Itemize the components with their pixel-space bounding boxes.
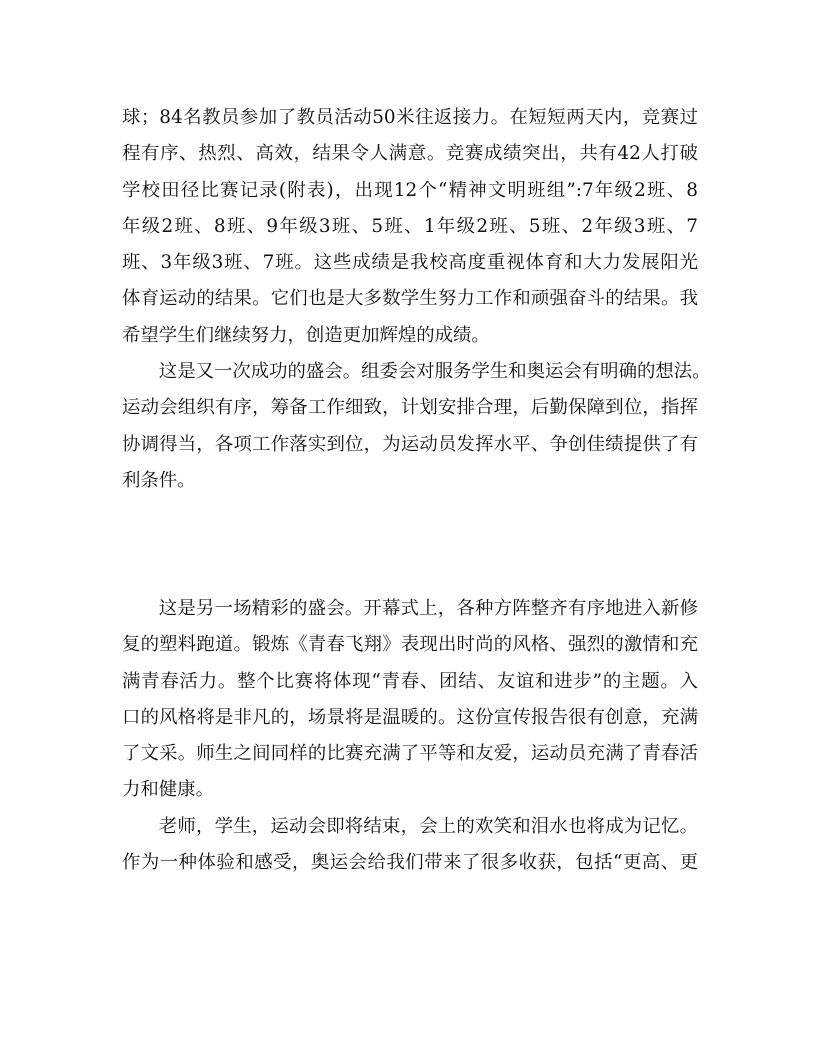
text-line: 利条件。 <box>122 469 196 491</box>
paragraph-first-line: 这是另一场精彩的盛会。开幕式上，各种方阵整齐有序地进入新修 <box>158 598 698 619</box>
text-line: 复的塑料跑道。锻炼《青春飞翔》表现出时尚的风格、强烈的激情和充 <box>122 634 698 656</box>
text-line: 力和健康。 <box>122 779 214 801</box>
text-line: 学校田径比赛记录(附表)，出现12个“精神文明班组”:7年级2班、8 <box>122 179 698 201</box>
text-block-upper <box>122 100 711 499</box>
text-line: 程有序、热烈、高效，结果令人满意。竞赛成绩突出，共有42人打破 <box>122 143 698 165</box>
text-line: 年级2班、8班、9年级3班、5班、1年级2班、5班、2年级3班、7 <box>122 215 698 237</box>
text-line: 希望学生们继续努力，创造更加辉煌的成绩。 <box>122 324 490 346</box>
text-line: 协调得当，各项工作落实到位，为运动员发挥水平、争创佳绩提供了有 <box>122 433 698 455</box>
text-line: 球；84名教员参加了教员活动50米往返接力。在短短两天内，竞赛过 <box>122 107 698 128</box>
paragraph-first-line: 这是又一次成功的盛会。组委会对服务学生和奥运会有明确的想法。 <box>158 361 711 383</box>
text-line: 了文采。师生之间同样的比赛充满了平等和友爱，运动员充满了青春活 <box>122 743 698 765</box>
text-line: 满青春活力。整个比赛将体现“青春、团结、友谊和进步”的主题。入 <box>122 670 698 692</box>
text-line: 运动会组织有序，筹备工作细致，计划安排合理，后勤保障到位，指挥 <box>122 397 698 419</box>
text-line: 班、3年级3班、7班。这些成绩是我校高度重视体育和大力发展阳光 <box>122 252 698 274</box>
text-line: 体育运动的结果。它们也是大多数学生努力工作和顽强奋斗的结果。我 <box>122 288 698 310</box>
text-line: 作为一种体验和感受，奥运会给我们带来了很多收获，包括“更高、更 <box>122 852 698 874</box>
text-block-lower <box>122 591 698 881</box>
paragraph-first-line: 老师，学生，运动会即将结束，会上的欢笑和泪水也将成为记忆。 <box>158 815 698 837</box>
text-line: 口的风格将是非凡的，场景将是温暖的。这份宣传报告很有创意，充满 <box>122 706 698 728</box>
